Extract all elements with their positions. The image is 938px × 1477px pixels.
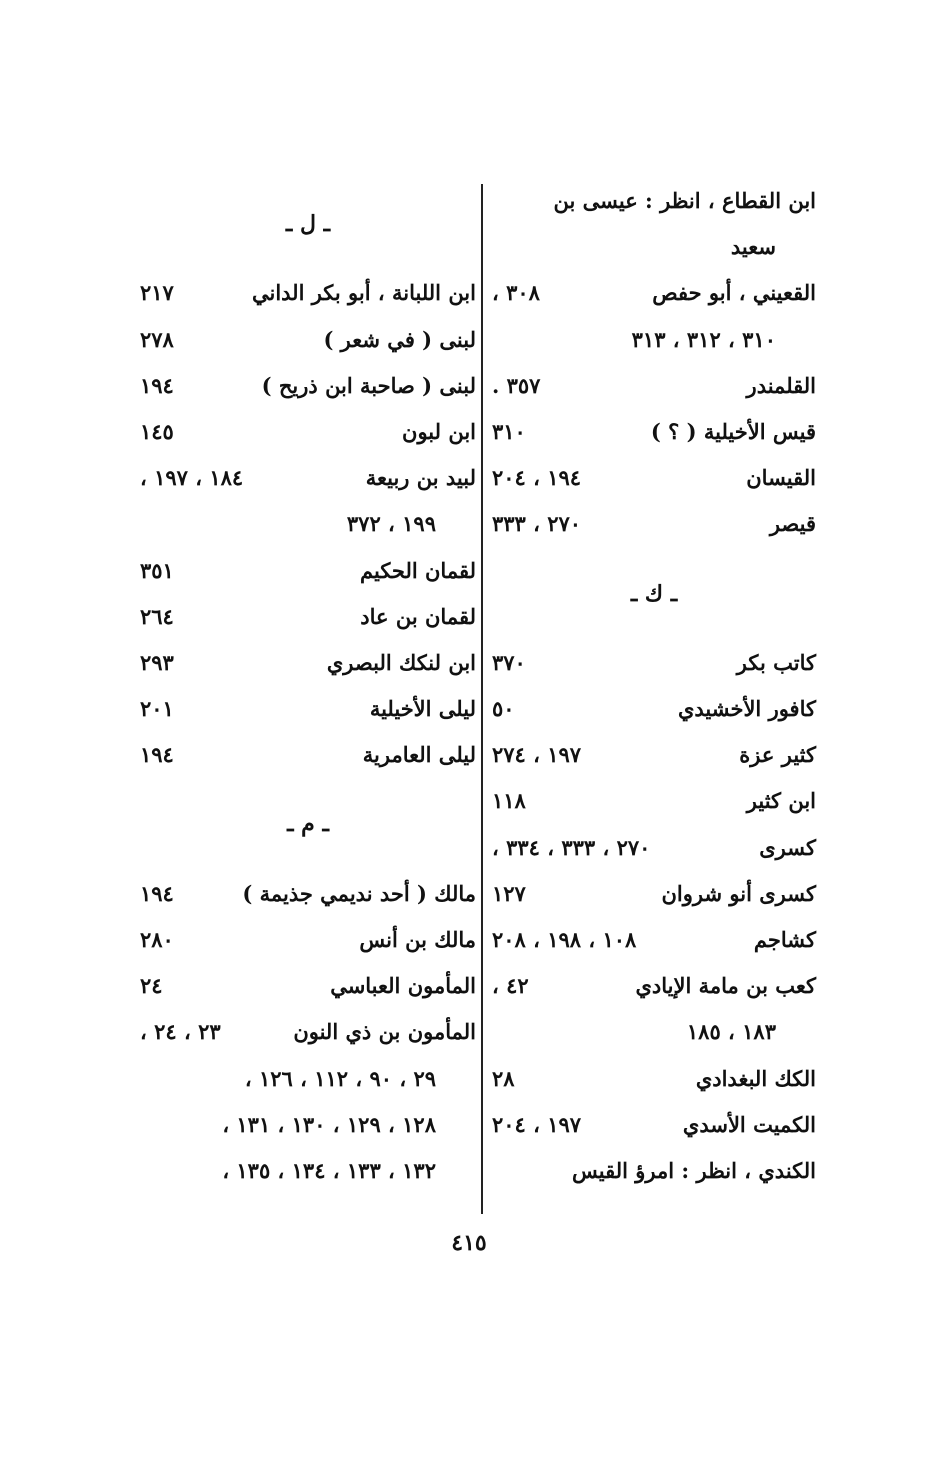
entry-page-refs: ١٤٥ (140, 418, 174, 444)
index-column-right (492, 178, 816, 1194)
entry-name: مالك بن أنس (359, 927, 476, 953)
column-divider (481, 184, 483, 1214)
entry-page-refs: ٢٨ (492, 1065, 515, 1091)
index-entry (492, 963, 816, 1009)
entry-name: مالك ( أحد نديمي جذيمة ) (242, 880, 476, 906)
entry-continuation: ١٢٨ ، ١٢٩ ، ١٣٠ ، ١٣١ ، (222, 1111, 436, 1137)
entry-name: قيس الأخيلية ( ؟ ) (650, 418, 816, 444)
index-entry (140, 963, 476, 1009)
index-entry (492, 778, 816, 824)
entry-page-refs: ٣٥٧ . (492, 372, 541, 398)
index-entry (140, 640, 476, 686)
entry-continuation: ١٩٩ ، ٣٧٢ (346, 511, 436, 537)
entry-page-refs: ٢٧٠ ، ٣٣٣ ، ٣٣٤ ، (492, 834, 651, 860)
index-entry (492, 1056, 816, 1102)
entry-page-refs: ١٨٤ ، ١٩٧ ، (140, 465, 244, 491)
entry-name: الكك البغدادي (695, 1065, 816, 1091)
index-entry (140, 917, 476, 963)
index-entry (140, 1009, 476, 1055)
index-entry (140, 270, 476, 316)
section-letter-heading: ـ ك ـ (630, 580, 678, 607)
entry-continuation: سعيد (730, 234, 776, 260)
entry-page-refs: ٢٨٠ (140, 927, 174, 953)
index-entry (140, 455, 476, 501)
entry-name: ليلى العامرية (362, 742, 476, 768)
entry-name: ابن لنكك البصري (326, 649, 476, 675)
entry-name: قيصر (769, 511, 816, 537)
entry-page-refs: ٢٣ ، ٢٤ ، (140, 1019, 221, 1045)
entry-page-refs: ٣٧٠ (492, 649, 526, 675)
entry-page-refs: ٣٥١ (140, 557, 174, 583)
index-column-left (140, 178, 476, 1194)
index-entry (140, 732, 476, 778)
index-entry (140, 548, 476, 594)
entry-page-refs: ١٠٨ ، ١٩٨ ، ٢٠٨ (492, 927, 637, 953)
entry-page-refs: ١٩٧ ، ٢٧٤ (492, 742, 582, 768)
index-entry (140, 317, 476, 363)
entry-page-refs: ١١٨ (492, 788, 526, 814)
entry-continuation: ١٨٣ ، ١٨٥ (686, 1019, 776, 1045)
entry-name: ليلى الأخيلية (369, 696, 476, 722)
entry-name: لقمان الحكيم (360, 557, 476, 583)
index-entry (140, 686, 476, 732)
page-number: ٤١٥ (451, 1230, 487, 1256)
index-entry (492, 363, 816, 409)
entry-name: القيسان (746, 465, 816, 491)
index-entry (492, 686, 816, 732)
entry-name: لقمان بن عاد (360, 603, 476, 629)
entry-page-refs: ٣١٠ (492, 418, 526, 444)
index-entry (140, 409, 476, 455)
entry-name: ابن اللبانة ، أبو بكر الداني (251, 280, 476, 306)
entry-page-refs: ٤٢ ، (492, 973, 529, 999)
entry-page-refs: ٣٠٨ ، (492, 280, 540, 306)
entry-name: كسرى (759, 834, 816, 860)
entry-name: المأمون بن ذي النون (293, 1019, 476, 1045)
entry-page-refs: ٢٤ (140, 973, 163, 999)
entry-name: كعب بن مامة الإيادي (635, 973, 816, 999)
section-letter-heading: ـ ل ـ (285, 211, 331, 237)
entry-name: ابن القطاع ، انظر : عيسى بن (553, 188, 816, 213)
index-entry (492, 1102, 816, 1148)
entry-page-refs: ١٢٧ (492, 880, 526, 906)
entry-page-refs: ٥٠ (492, 696, 515, 722)
entry-continuation: ٢٩ ، ٩٠ ، ١١٢ ، ١٢٦ ، (244, 1065, 436, 1091)
entry-name: كافور الأخشيدي (677, 696, 816, 722)
index-entry (492, 455, 816, 501)
entry-continuation: ٣١٠ ، ٣١٢ ، ٣١٣ (631, 326, 776, 352)
entry-name: لبيد بن ربيعة (365, 465, 476, 491)
entry-name: ابن لبون (402, 418, 476, 444)
index-entry (492, 178, 816, 224)
entry-page-refs: ٢٧٨ (140, 326, 174, 352)
entry-page-refs: ٢٧٠ ، ٣٣٣ (492, 511, 582, 537)
entry-name: كسرى أنو شروان (661, 880, 816, 906)
entry-name: الكندي ، انظر : امرؤ القيس (572, 1157, 816, 1183)
index-entry (492, 825, 816, 871)
entry-page-refs: ٢٩٣ (140, 649, 174, 675)
entry-name: ابن كثير (746, 788, 816, 814)
index-entry (492, 640, 816, 686)
entry-name: القلمندر (746, 372, 816, 398)
entry-name: المأمون العباسي (330, 973, 476, 999)
entry-name: كشاجم (753, 927, 816, 953)
entry-name: القعيني ، أبو حفص (652, 280, 816, 306)
index-entry (492, 409, 816, 455)
entry-name: كثير عزة (739, 742, 816, 768)
entry-continuation: ١٣٢ ، ١٣٣ ، ١٣٤ ، ١٣٥ ، (222, 1157, 436, 1183)
entry-name: كاتب بكر (736, 649, 816, 675)
entry-name: لبنى ( صاحبة ابن ذريح ) (261, 372, 476, 398)
index-entry (492, 1148, 816, 1194)
index-entry (492, 732, 816, 778)
entry-page-refs: ٢١٧ (140, 280, 174, 306)
index-entry (492, 917, 816, 963)
index-entry (140, 363, 476, 409)
entry-page-refs: ١٩٤ (140, 742, 174, 768)
entry-name: لبنى ( في شعر ) (323, 326, 476, 352)
entry-page-refs: ٢٠١ (140, 696, 174, 722)
entry-page-refs: ١٩٤ (140, 880, 174, 906)
index-entry (492, 501, 816, 547)
section-letter-heading: ـ م ـ (287, 811, 329, 838)
index-entry (140, 594, 476, 640)
index-entry (492, 871, 816, 917)
entry-page-refs: ٢٦٤ (140, 603, 174, 629)
entry-page-refs: ١٩٧ ، ٢٠٤ (492, 1111, 582, 1137)
index-entry (492, 270, 816, 316)
entry-page-refs: ١٩٤ (140, 372, 174, 398)
index-entry (140, 871, 476, 917)
entry-name: الكميت الأسدي (682, 1111, 816, 1137)
entry-page-refs: ١٩٤ ، ٢٠٤ (492, 465, 582, 491)
